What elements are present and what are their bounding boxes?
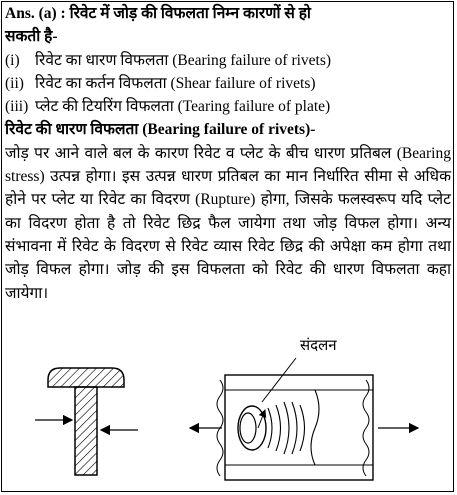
answer-heading-line2: सकती है- <box>5 28 58 46</box>
answer-heading-line1: Ans. (a) : रिवेट में जोड़ की विफलता निम्न कारणों से हो <box>5 5 311 22</box>
crushing-label: संदलन <box>300 338 337 354</box>
list-item-text: प्लेट की टियरिंग विफलता (Tearing failure of plate) <box>35 98 331 116</box>
list-item-number: (ii) <box>5 74 24 92</box>
list-item-3 <box>5 95 451 118</box>
list-item-text: रिवेट का कर्तन विफलता (Shear failure of rivets) <box>35 74 316 92</box>
rivet-bearing-failure-diagram <box>0 320 457 495</box>
list-item-number: (iii) <box>5 98 29 116</box>
rivet-section-figure <box>35 368 138 475</box>
list-item-text: रिवेट का धारण विफलता (Bearing failure of rivets) <box>35 51 332 69</box>
answer-text <box>5 2 451 305</box>
list-item-2 <box>5 72 451 95</box>
plate-crushing-figure <box>190 358 418 480</box>
explanation-paragraph: जोड़ पर आने वाले बल के कारण रिवेट व प्लेट के बीच धारण प्रतिबल (Bearing stress) उत्पन्न होगा। इस उत्पन्न धारण प्रतिबल का मान निर्धारित सीमा से अधिक होने पर प्लेट या रिवेट का विदरण (Rupture) होगा, जिसके फलस्वरूप यदि प्लेट का विदरण होता है तो रिवेट छिद्र फैल जायेगा तथा जोड़ विफल होगा। अन्य संभावना में रिवेट के विदरण से रिवेट व्यास रिवेट छिद्र की अपेक्षा कम होगा तथा जोड़ विफल होगा। जोड़ की इस विफलता को रिवेट की धारण विफलता कहा जायेगा। <box>5 144 451 302</box>
list-item-1 <box>5 49 451 72</box>
list-item-number: (i) <box>5 51 20 69</box>
section-title: रिवेट की धारण विफलता (Bearing failure of rivets)- <box>5 121 316 139</box>
